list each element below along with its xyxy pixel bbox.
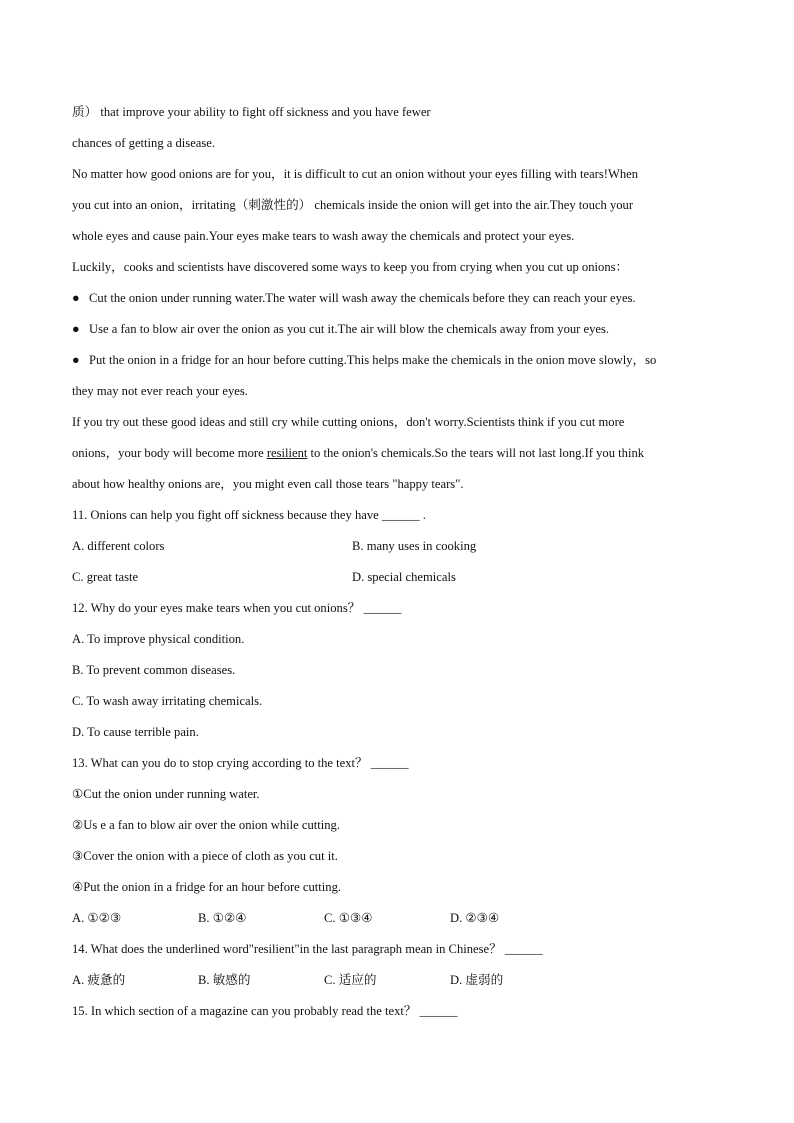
option-c[interactable]: C. To wash away irritating chemicals. (72, 694, 263, 708)
question-stem: 15. In which section of a magazine can you probably read the text？ ______ (72, 1004, 458, 1018)
bullet-icon: ● (72, 291, 80, 305)
bullet-text: Put the onion in a fridge for an hour before cutting.This helps make the chemicals in the onion move slowly，so (89, 353, 657, 367)
passage-line: about how healthy onions are，you might even call those tears "happy tears". (72, 477, 464, 491)
bullet-item (72, 283, 732, 314)
option-d[interactable]: D. special chemicals (352, 570, 456, 584)
passage-line: If you try out these good ideas and still cry while cutting onions，don't worry.Scientists think if you cut more (72, 415, 625, 429)
passage-line (72, 438, 732, 469)
list-item: ③Cover the onion with a piece of cloth as you cut it. (72, 849, 338, 863)
bullet-icon: ● (72, 322, 80, 336)
passage-line: they may not ever reach your eyes. (72, 384, 248, 398)
passage-line: No matter how good onions are for you，it is difficult to cut an onion without your eyes filling with tears!When (72, 167, 639, 181)
passage-line: 质） that improve your ability to fight off sickness and you have fewer (72, 105, 431, 119)
option-c[interactable]: C. great taste (72, 570, 139, 584)
document-page (72, 97, 732, 1027)
question-stem: 11. Onions can help you fight off sickness because they have ______ . (72, 508, 426, 522)
list-item: ②Us e a fan to blow air over the onion while cutting. (72, 818, 340, 832)
question-stem: 12. Why do your eyes make tears when you cut onions？ ______ (72, 601, 402, 615)
option-b[interactable]: B. many uses in cooking (352, 539, 477, 553)
bullet-text: Use a fan to blow air over the onion as you cut it.The air will blow the chemicals away from your eyes. (89, 322, 610, 336)
option-row (72, 562, 732, 593)
underlined-word: resilient (266, 446, 308, 460)
list-item: ④Put the onion in a fridge for an hour before cutting. (72, 880, 342, 894)
bullet-icon: ● (72, 353, 80, 367)
option-d[interactable]: D. ②③④ (450, 911, 500, 925)
option-row (72, 965, 732, 996)
option-d[interactable]: D. To cause terrible pain. (72, 725, 199, 739)
option-b[interactable]: B. ①②④ (198, 911, 247, 925)
passage-text: onions，your body will become more (72, 446, 267, 460)
bullet-text: Cut the onion under running water.The water will wash away the chemicals before they can reach your eyes. (89, 291, 636, 305)
bullet-item (72, 345, 732, 376)
option-b[interactable]: B. 敏感的 (198, 973, 251, 987)
option-b[interactable]: B. To prevent common diseases. (72, 663, 236, 677)
passage-line: whole eyes and cause pain.Your eyes make tears to wash away the chemicals and protect your eyes. (72, 229, 575, 243)
question-stem: 14. What does the underlined word"resilient"in the last paragraph mean in Chinese？ ______ (72, 942, 543, 956)
passage-line: Luckily，cooks and scientists have discovered some ways to keep you from crying when you cut up onions： (72, 260, 629, 274)
question-stem: 13. What can you do to stop crying according to the text？ ______ (72, 756, 409, 770)
option-a[interactable]: A. To improve physical condition. (72, 632, 245, 646)
passage-line: chances of getting a disease. (72, 136, 216, 150)
option-a[interactable]: A. 疲惫的 (72, 973, 126, 987)
option-row (72, 531, 732, 562)
passage-line: you cut into an onion，irritating（刺激性的） chemicals inside the onion will get into the air.They touch your (72, 198, 634, 212)
option-row (72, 903, 732, 934)
list-item: ①Cut the onion under running water. (72, 787, 260, 801)
option-c[interactable]: C. 适应的 (324, 973, 377, 987)
passage-text: to the onion's chemicals.So the tears will not last long.If you think (307, 446, 645, 460)
option-c[interactable]: C. ①③④ (324, 911, 373, 925)
option-a[interactable]: A. different colors (72, 539, 165, 553)
option-a[interactable]: A. ①②③ (72, 911, 122, 925)
bullet-item (72, 314, 732, 345)
option-d[interactable]: D. 虚弱的 (450, 973, 504, 987)
